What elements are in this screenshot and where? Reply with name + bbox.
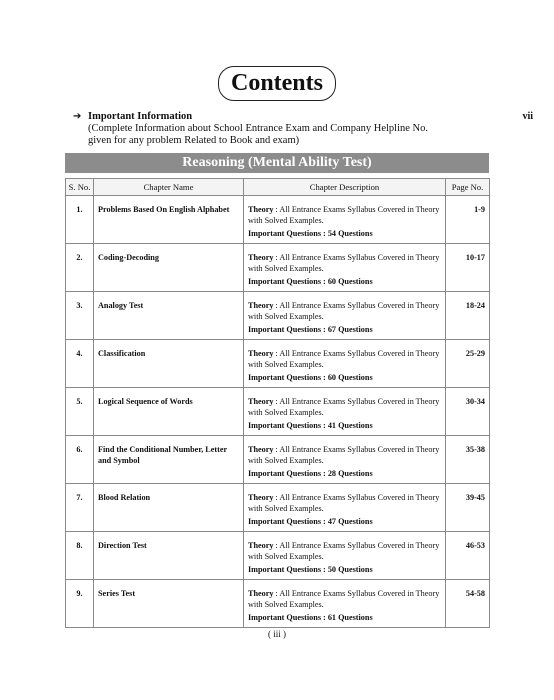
chapter-page: 30-34	[446, 388, 490, 436]
arrow-right-icon: ➔	[73, 111, 82, 122]
chapter-page: 25-29	[446, 340, 490, 388]
theory-text: : All Entrance Exams Syllabus Covered in Theory with Solved Examples.	[248, 397, 440, 417]
info-page-number: vii	[522, 111, 533, 122]
theory-text: : All Entrance Exams Syllabus Covered in Theory with Solved Examples.	[248, 301, 440, 321]
chapter-sno: 9.	[66, 580, 94, 628]
header-chapter-description: Chapter Description	[244, 179, 446, 196]
chapter-description	[244, 388, 446, 436]
theory-text: : All Entrance Exams Syllabus Covered in Theory with Solved Examples.	[248, 349, 440, 369]
theory-label: Theory	[248, 205, 274, 214]
chapter-description	[244, 340, 446, 388]
chapter-sno: 6.	[66, 436, 94, 484]
table-row	[66, 484, 490, 532]
theory-line	[248, 205, 441, 226]
chapter-name: Blood Relation	[94, 484, 244, 532]
page-number-footer: ( iii )	[268, 629, 286, 639]
title-container	[0, 66, 554, 101]
chapter-page: 39-45	[446, 484, 490, 532]
chapter-name: Logical Sequence of Words	[94, 388, 244, 436]
chapter-page: 35-38	[446, 436, 490, 484]
chapter-name: Problems Based On English Alphabet	[94, 196, 244, 244]
theory-label: Theory	[248, 445, 274, 454]
important-questions: Important Questions : 60 Questions	[248, 373, 373, 382]
chapter-description	[244, 244, 446, 292]
theory-label: Theory	[248, 541, 274, 550]
theory-line	[248, 397, 441, 418]
chapter-name: Coding-Decoding	[94, 244, 244, 292]
chapter-name: Analogy Test	[94, 292, 244, 340]
chapter-name: Find the Conditional Number, Letter and Symbol	[94, 436, 244, 484]
table-row	[66, 436, 490, 484]
theory-line	[248, 301, 441, 322]
chapter-sno: 4.	[66, 340, 94, 388]
section-banner: Reasoning (Mental Ability Test)	[65, 153, 489, 173]
chapter-page: 1-9	[446, 196, 490, 244]
page-title: Contents	[218, 66, 336, 101]
chapter-description	[244, 484, 446, 532]
chapter-description	[244, 436, 446, 484]
table-row	[66, 244, 490, 292]
theory-line	[248, 349, 441, 370]
chapter-sno: 2.	[66, 244, 94, 292]
chapter-sno: 7.	[66, 484, 94, 532]
table-header-row	[66, 179, 490, 196]
header-page-no: Page No.	[446, 179, 490, 196]
chapter-description	[244, 292, 446, 340]
table-row	[66, 196, 490, 244]
table-row	[66, 388, 490, 436]
table-row	[66, 580, 490, 628]
theory-line	[248, 445, 441, 466]
important-questions: Important Questions : 47 Questions	[248, 517, 373, 526]
table-row	[66, 340, 490, 388]
important-questions: Important Questions : 67 Questions	[248, 325, 373, 334]
theory-line	[248, 253, 441, 274]
chapter-description	[244, 532, 446, 580]
chapter-page: 54-58	[446, 580, 490, 628]
important-questions: Important Questions : 61 Questions	[248, 613, 373, 622]
table-body	[66, 196, 490, 628]
chapter-page: 10-17	[446, 244, 490, 292]
important-questions: Important Questions : 28 Questions	[248, 469, 373, 478]
chapter-page: 18-24	[446, 292, 490, 340]
theory-line	[248, 589, 441, 610]
theory-line	[248, 493, 441, 514]
theory-line	[248, 541, 441, 562]
theory-text: : All Entrance Exams Syllabus Covered in Theory with Solved Examples.	[248, 589, 440, 609]
info-description: (Complete Information about School Entrance Exam and Company Helpline No. given for any problem Related to Book and exam)	[88, 123, 428, 146]
theory-label: Theory	[248, 349, 274, 358]
chapter-sno: 3.	[66, 292, 94, 340]
theory-label: Theory	[248, 493, 274, 502]
important-questions: Important Questions : 41 Questions	[248, 421, 373, 430]
theory-text: : All Entrance Exams Syllabus Covered in Theory with Solved Examples.	[248, 493, 440, 513]
table-row	[66, 532, 490, 580]
header-chapter-name: Chapter Name	[94, 179, 244, 196]
important-questions: Important Questions : 54 Questions	[248, 229, 373, 238]
table-row	[66, 292, 490, 340]
header-sno: S. No.	[66, 179, 94, 196]
theory-text: : All Entrance Exams Syllabus Covered in Theory with Solved Examples.	[248, 253, 440, 273]
chapter-sno: 1.	[66, 196, 94, 244]
theory-text: : All Entrance Exams Syllabus Covered in Theory with Solved Examples.	[248, 445, 440, 465]
chapter-name: Direction Test	[94, 532, 244, 580]
chapter-description	[244, 580, 446, 628]
theory-label: Theory	[248, 253, 274, 262]
theory-label: Theory	[248, 397, 274, 406]
theory-label: Theory	[248, 589, 274, 598]
important-questions: Important Questions : 50 Questions	[248, 565, 373, 574]
info-heading: Important Information	[88, 111, 193, 122]
contents-table	[65, 178, 490, 628]
chapter-description	[244, 196, 446, 244]
chapter-sno: 8.	[66, 532, 94, 580]
theory-text: : All Entrance Exams Syllabus Covered in Theory with Solved Examples.	[248, 205, 440, 225]
chapter-page: 46-53	[446, 532, 490, 580]
important-questions: Important Questions : 60 Questions	[248, 277, 373, 286]
chapter-sno: 5.	[66, 388, 94, 436]
chapter-name: Classification	[94, 340, 244, 388]
chapter-name: Series Test	[94, 580, 244, 628]
theory-label: Theory	[248, 301, 274, 310]
theory-text: : All Entrance Exams Syllabus Covered in Theory with Solved Examples.	[248, 541, 440, 561]
